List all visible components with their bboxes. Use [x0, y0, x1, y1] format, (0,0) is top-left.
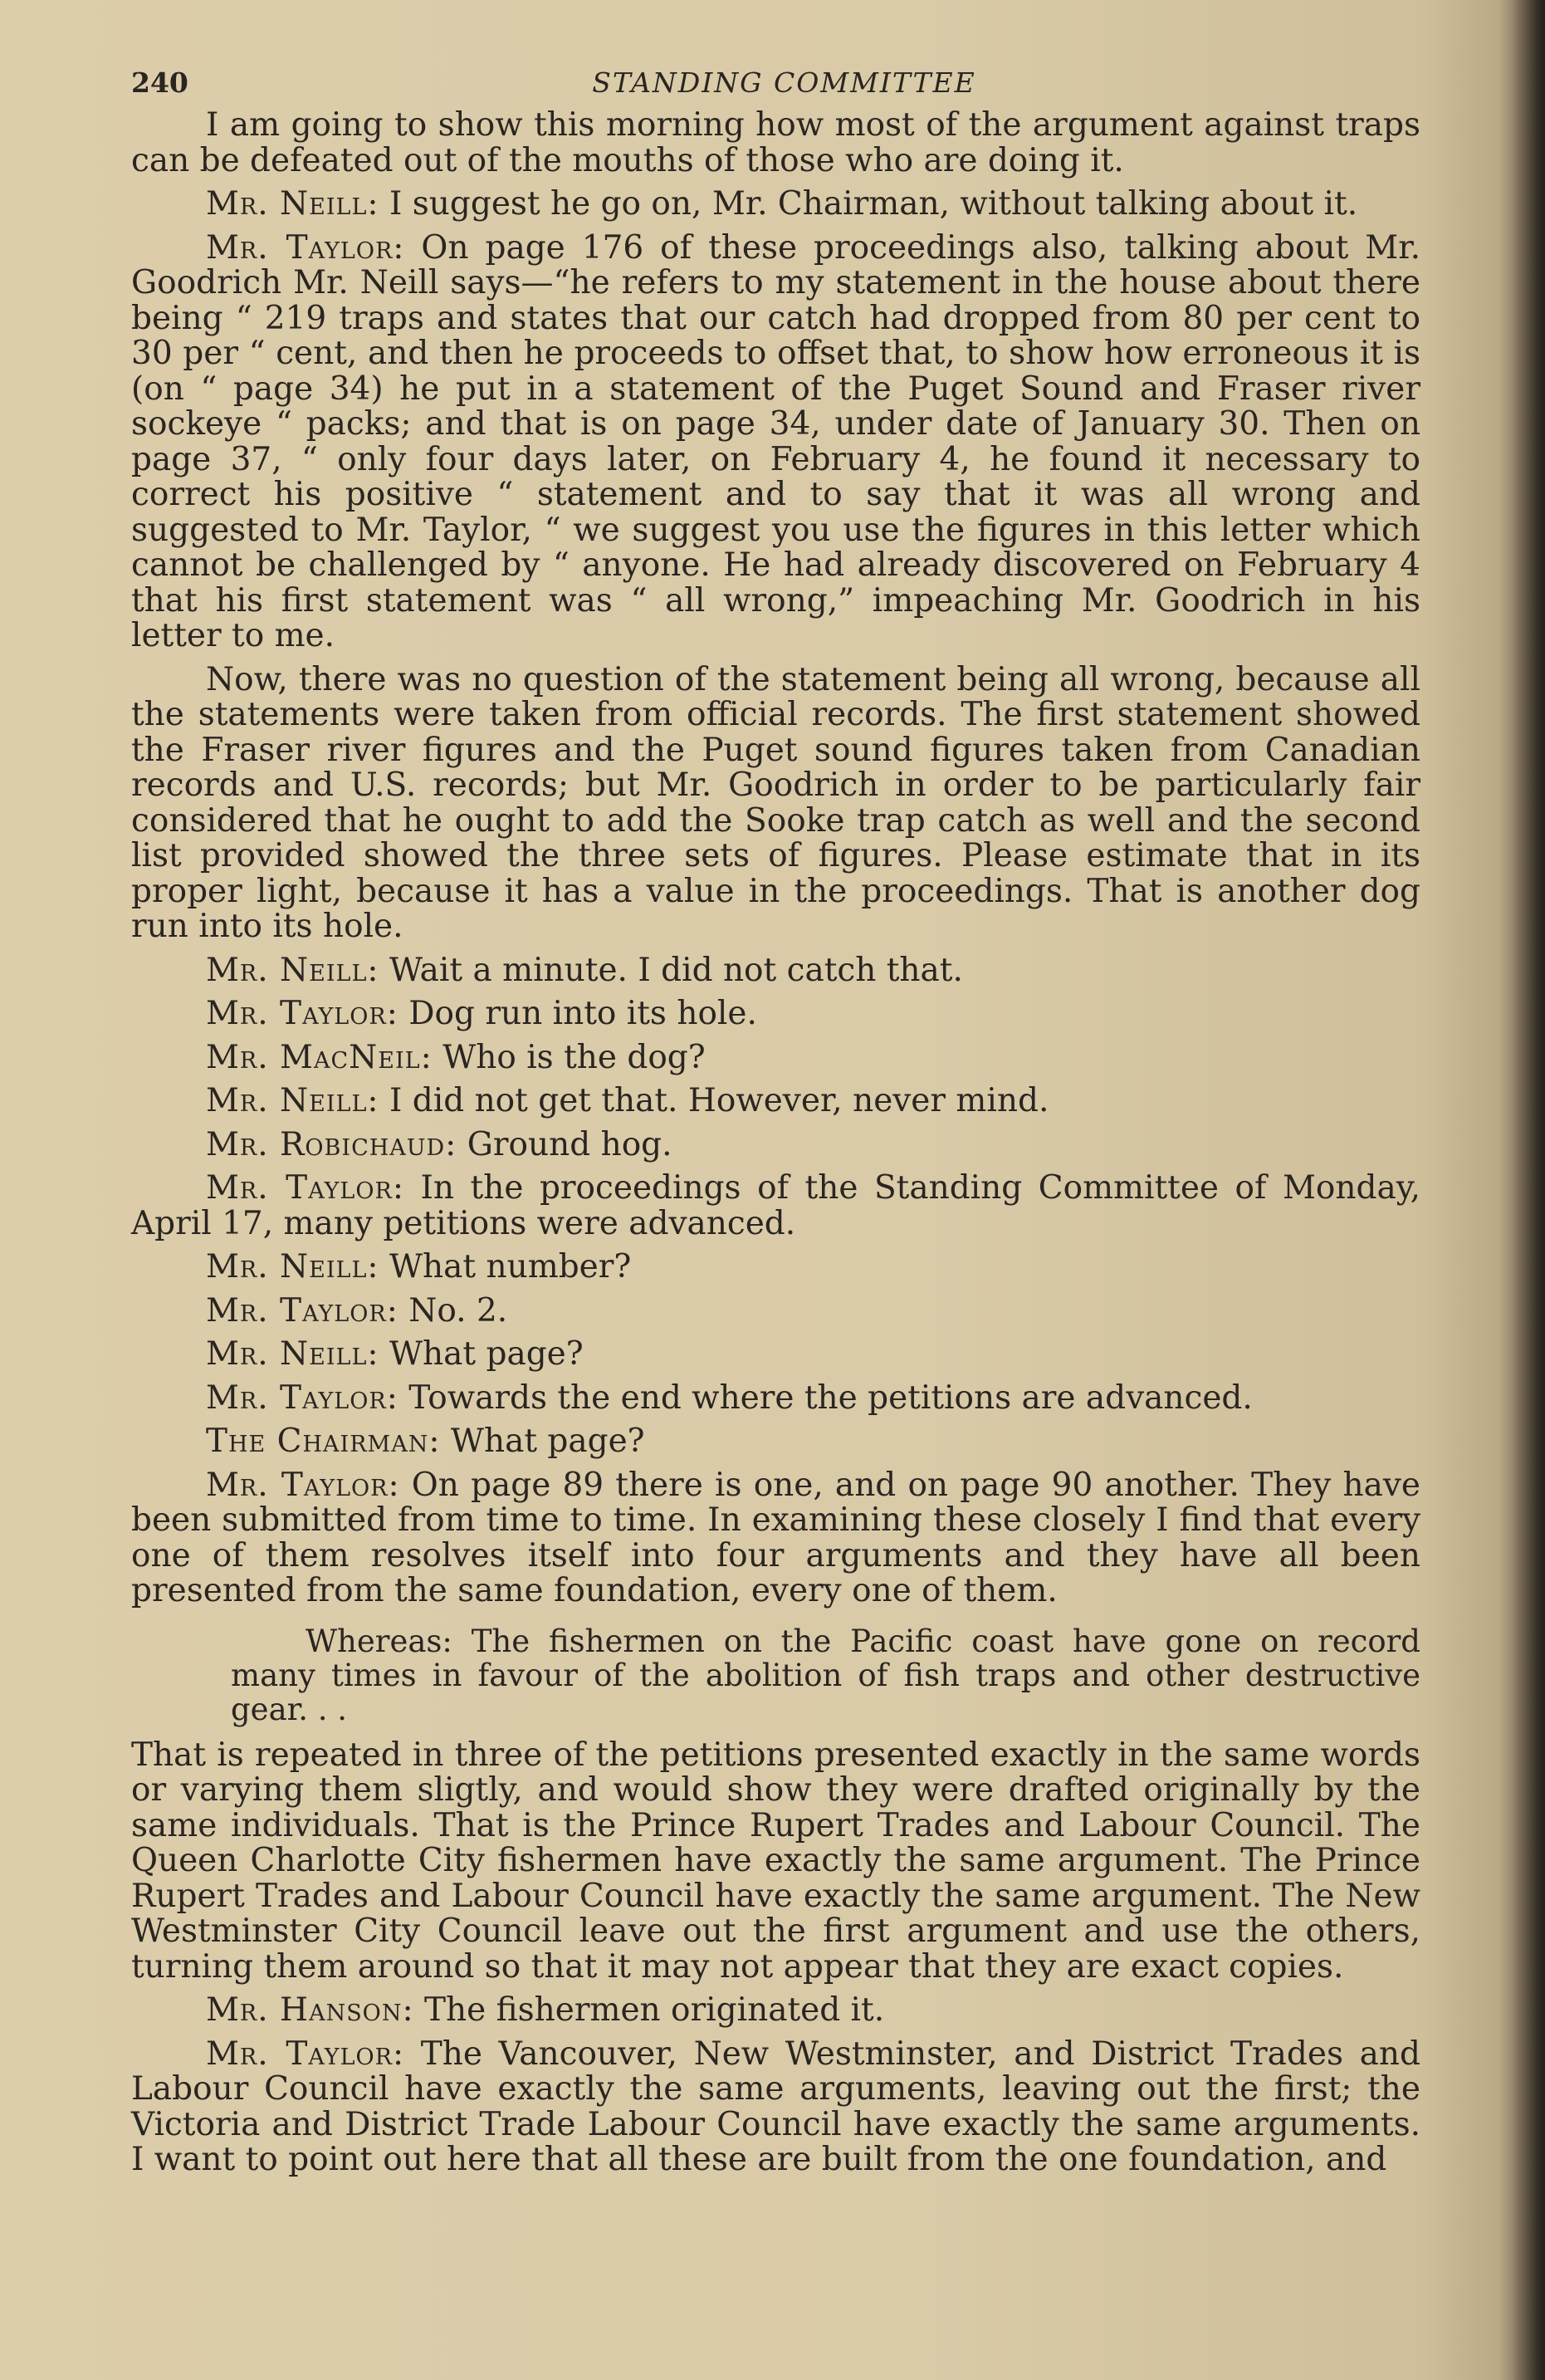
paragraph-text: The Vancouver, New Westminster, and District Trades and Labour Council have exactly the same arguments, leaving out the first; the Victoria and District Trade Labour Council have exactly the same arguments. I want to point out here that all these are built from the one foundation, and	[131, 2035, 1420, 2178]
speaker-name: Mr. Neill:	[206, 951, 379, 989]
paragraph-text: On page 89 there is one, and on page 90 another. They have been submitted from time to time. In examining these closely I find that every one of them resolves itself into four arguments and they have all been presented from the same foundation, every one of them.	[131, 1466, 1420, 1609]
speaker-paragraph	[131, 1291, 1420, 1330]
text-paragraph	[131, 660, 1420, 945]
speaker-name: Mr. Neill:	[206, 185, 379, 223]
speaker-paragraph	[131, 1993, 1420, 2029]
speaker-name: Mr. MacNeil:	[206, 1038, 433, 1076]
paragraph-text: I suggest he go on, Mr. Chairman, without talking about it.	[379, 185, 1358, 223]
paragraph-text: What number?	[379, 1248, 632, 1285]
speaker-name: Mr. Taylor:	[206, 1466, 400, 1504]
speaker-name: Mr. Robichaud:	[206, 1125, 457, 1163]
paragraph-text: Dog run into its hole.	[398, 995, 757, 1032]
speaker-paragraph	[131, 1468, 1420, 1609]
paragraph-text: Wait a minute. I did not catch that.	[379, 951, 963, 989]
paragraph-text: The fishermen originated it.	[413, 1991, 885, 2029]
speaker-paragraph	[131, 1084, 1420, 1119]
speaker-name: Mr. Neill:	[206, 1248, 379, 1285]
speaker-paragraph	[131, 953, 1420, 989]
speaker-name: Mr. Taylor:	[206, 228, 405, 267]
speaker-paragraph	[131, 1337, 1420, 1373]
page-header	[131, 58, 1420, 108]
page-number: 240	[131, 66, 188, 99]
text-paragraph	[131, 108, 1420, 179]
speaker-paragraph	[131, 997, 1420, 1032]
paragraph-text: I did not get that. However, never mind.	[379, 1082, 1049, 1119]
paragraph-text: In the proceedings of the Standing Committee of Monday, April 17, many petitions were advanced.	[131, 1169, 1420, 1242]
page-body	[131, 108, 1420, 2178]
speaker-name: Mr. Taylor:	[206, 1291, 398, 1330]
speaker-paragraph	[131, 228, 1420, 654]
paragraph-text: What page?	[379, 1335, 584, 1373]
speaker-name: The Chairman:	[206, 1423, 441, 1460]
paragraph-text: Who is the dog?	[432, 1038, 706, 1076]
speaker-name: Mr. Taylor:	[206, 1169, 404, 1207]
speaker-paragraph	[131, 1125, 1420, 1163]
speaker-paragraph	[131, 1038, 1420, 1076]
petition-quote: Whereas: The fishermen on the Pacific coast have gone on record many times in favour of the abolition of fish traps and other destructive gear. . .	[231, 1623, 1420, 1727]
speaker-paragraph	[131, 187, 1420, 223]
running-title: STANDING COMMITTEE	[592, 66, 976, 99]
speaker-paragraph	[131, 2037, 1420, 2178]
speaker-name: Mr. Neill:	[206, 1335, 379, 1373]
speaker-paragraph	[131, 1381, 1420, 1417]
paragraph-text: Ground hog.	[457, 1125, 672, 1163]
speaker-name: Mr. Taylor:	[206, 1379, 398, 1417]
paragraph-text: What page?	[440, 1423, 645, 1460]
speaker-paragraph	[131, 1250, 1420, 1285]
speaker-name: Mr. Hanson:	[206, 1991, 414, 2029]
speaker-paragraph	[131, 1171, 1420, 1241]
paragraph-text: No. 2.	[398, 1291, 508, 1330]
paragraph-text: Now, there was no question of the statement being all wrong, because all the statements were taken from official records. The first statement showed the Fraser river figures and the Puget sound figures taken from Canadian records and U.S. records; but Mr. Goodrich in order to be particularly fair considered that he ought to add the Sooke trap catch as well and the second list provided showed the three sets of figures. Please estimate that in its proper light, because it has a value in the proceedings. That is another dog run into its hole.	[131, 660, 1420, 945]
speaker-paragraph	[131, 1424, 1420, 1460]
speaker-name: Mr. Taylor:	[206, 2035, 405, 2073]
paragraph-text: I am going to show this morning how most of the argument against traps can be defeated out of the mouths of those who are doing it.	[131, 106, 1420, 179]
text-paragraph	[131, 1738, 1420, 1986]
transcript-block-1	[131, 108, 1420, 1609]
speaker-name: Mr. Neill:	[206, 1082, 379, 1119]
paragraph-text: Towards the end where the petitions are advanced.	[398, 1379, 1253, 1417]
transcript-block-2	[131, 1738, 1420, 2178]
paragraph-text: That is repeated in three of the petitions presented exactly in the same words or varying them sligtly, and would show they were drafted originally by the same individuals. That is the Prince Rupert Trades and Labour Council. The Queen Charlotte City fishermen have exactly the same argument. The Prince Rupert Trades and Labour Council have exactly the same argument. The New Westminster City Council leave out the first argument and use the others, turning them around so that it may not appear that they are exact copies.	[131, 1736, 1420, 1986]
book-spine-shadow	[1512, 0, 1545, 2380]
paragraph-text: On page 176 of these proceedings also, talking about Mr. Goodrich Mr. Neill says—“he refers to my statement in the house about there being “ 219 traps and states that our catch had dropped from 80 per cent to 30 per “ cent, and then he proceeds to offset that, to show how erroneous it is (on “ page 34) he put in a statement of the Puget Sound and Fraser river sockeye “ packs; and that is on page 34, under date of January 30. Then on page 37, “ only four days later, on February 4, he found it necessary to correct his positive “ statement and to say that it was all wrong and suggested to Mr. Taylor, “ we suggest you use the figures in this letter which cannot be challenged by “ anyone. He had already discovered on February 4 that his first statement was “ all wrong,” impeaching Mr. Goodrich in his letter to me.	[131, 228, 1420, 654]
speaker-name: Mr. Taylor:	[206, 995, 398, 1032]
